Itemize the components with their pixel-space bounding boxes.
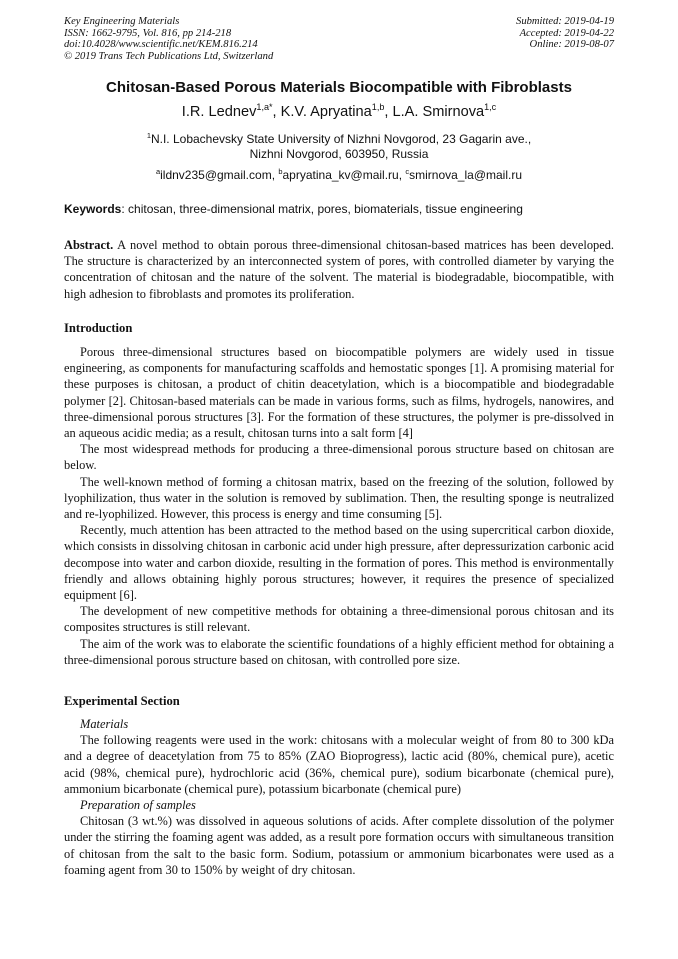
online-date: Online: 2019-08-07 <box>529 39 614 51</box>
author-name: I.R. Lednev <box>181 104 257 120</box>
paragraph: Recently, much attention has been attracted to the method based on the using supercritical carbon dioxide, which consists in dissolving chitosan in carbonic acid under high pressure, after depressurization carbonic acid decompose into water and carbon dioxide, resulting in the formation of pores. This method is environmentally friendly and allows obtaining highly porous structures; however, it requires the presence of specialized equipment [6]. <box>64 523 614 603</box>
author-affil-mark: 1,c <box>484 102 497 113</box>
materials-subheading: Materials <box>80 717 129 731</box>
doi-line: doi:10.4028/www.scientific.net/KEM.816.214 <box>64 39 258 51</box>
paragraph: The most widespread methods for producing a three-dimensional porous structure based on chitosan are below. <box>64 442 614 473</box>
paragraph: Porous three-dimensional structures based on biocompatible polymers are widely used in tissue engineering, as components for manufacturing scaffolds and hemostatic sponges [1]. A promising material for these purposes is chitosan, a product of chitin deacetylation, which is a biocompatible and biodegradable polymer [2]. Chitosan-based materials can be made in various forms, such as films, hydrogels, nanowires, and three-dimensional porous structures [3]. For the formation of these structures, the polymer is pre-dissolved in an aqueous acidic media; as a result, chitosan turns into a salt form [4] <box>64 345 614 441</box>
journal-name: Key Engineering Materials <box>64 16 180 27</box>
abstract <box>64 237 614 302</box>
preparation-subheading: Preparation of samples <box>80 798 196 813</box>
paragraph: The following reagents were used in the work: chitosans with a molecular weight of from 80 to 300 kDa and a degree of deacetylation from 75 to 85% (ZAO Bioprogress), lactic acid (80%, chemical pure), acetic acid (98%, chemical pure), hydrochloric acid (36%, chemical pure), sodium bicarbonate (chemical pure), ammonium bicarbonate (chemical pure), potassium bicarbonate (chemical pure) <box>64 733 614 796</box>
keywords <box>64 202 620 216</box>
keywords-label: Keywords <box>64 202 122 216</box>
author-separator: , <box>272 104 281 120</box>
paper-title: Chitosan-Based Porous Materials Biocompatible with Fibroblasts <box>106 79 572 96</box>
email-mark: c <box>405 167 410 176</box>
abstract-label: Abstract. <box>64 238 114 252</box>
paragraph: The well-known method of forming a chitosan matrix, based on the freezing of the solution, followed by lyophilization, thus water in the solution is removed by sublimation. Then, the resulting sponge is neutralized and re-lyophilized. However, this process is energy and time consuming [5]. <box>64 474 614 522</box>
affiliation-line: Nizhni Novgorod, 603950, Russia <box>249 147 429 161</box>
author-affil-mark: 1,a* <box>256 102 273 113</box>
copyright-line: © 2019 Trans Tech Publications Ltd, Switzerland <box>64 50 274 62</box>
author-name: K.V. Apryatina <box>280 104 372 120</box>
affiliation <box>0 132 678 162</box>
author-separator: , <box>384 104 393 120</box>
affiliation-mark: 1 <box>146 131 151 140</box>
experimental-heading: Experimental Section <box>64 694 180 708</box>
abstract-text: A novel method to obtain porous three-dimensional chitosan-based matrices has been developed. The structure is characterized by an interconnected system of pores, with controlled diameter by varying the concentration of chitosan and the nature of the solvent. The material is biodegradable, biocompatible, with high adhesion to fibroblasts and promotes its proliferation. <box>64 238 614 301</box>
affiliation-line: N.I. Lobachevsky State University of Nizhni Novgorod, 23 Gagarin ave., <box>150 132 532 146</box>
introduction-body <box>64 344 614 668</box>
paragraph: Chitosan (3 wt.%) was dissolved in aqueous solutions of acids. After complete dissolution of the polymer under the stirring the foaming agent was added, as a result pore formation occurs with simultaneous transition of chitosan from the salt to the basic form. Sodium, potassium or ammonium bicarbonates were used as a foaming agent from 30 to 150% by weight of dry chitosan. <box>64 814 614 877</box>
issn-line: ISSN: 1662-9795, Vol. 816, pp 214-218 <box>64 27 232 39</box>
author-name: L.A. Smirnova <box>392 104 485 120</box>
keywords-text: : chitosan, three-dimensional matrix, pores, biomaterials, tissue engineering <box>121 202 523 216</box>
author-affil-mark: 1,b <box>371 102 385 113</box>
journal-info <box>64 16 273 62</box>
experimental-body <box>64 716 614 878</box>
publication-dates <box>516 16 614 51</box>
accepted-date: Accepted: 2019-04-22 <box>519 27 614 39</box>
paragraph: The aim of the work was to elaborate the scientific foundations of a highly efficient method for obtaining a three-dimensional porous structure based on chitosan, with controlled pore size. <box>64 636 614 667</box>
email-link[interactable]: smirnova_la@mail.ru <box>409 168 523 182</box>
email-link[interactable]: ildnv235@gmail.com <box>160 168 272 182</box>
email-mark: a <box>155 167 161 176</box>
email-mark: b <box>278 167 283 176</box>
introduction-heading: Introduction <box>64 321 133 335</box>
author-list <box>0 104 678 120</box>
email-list: $^a$ildnv235@gmail.com, $^b$apryatina_kv@mail.ru, $^c$smirnova_la@mail.ru <box>155 167 523 182</box>
paragraph: The development of new competitive methods for obtaining a three-dimensional porous chitosan and its composites structures is still relevant. <box>64 604 614 635</box>
submitted-date: Submitted: 2019-04-19 <box>516 16 614 27</box>
email-link[interactable]: apryatina_kv@mail.ru <box>282 168 399 182</box>
